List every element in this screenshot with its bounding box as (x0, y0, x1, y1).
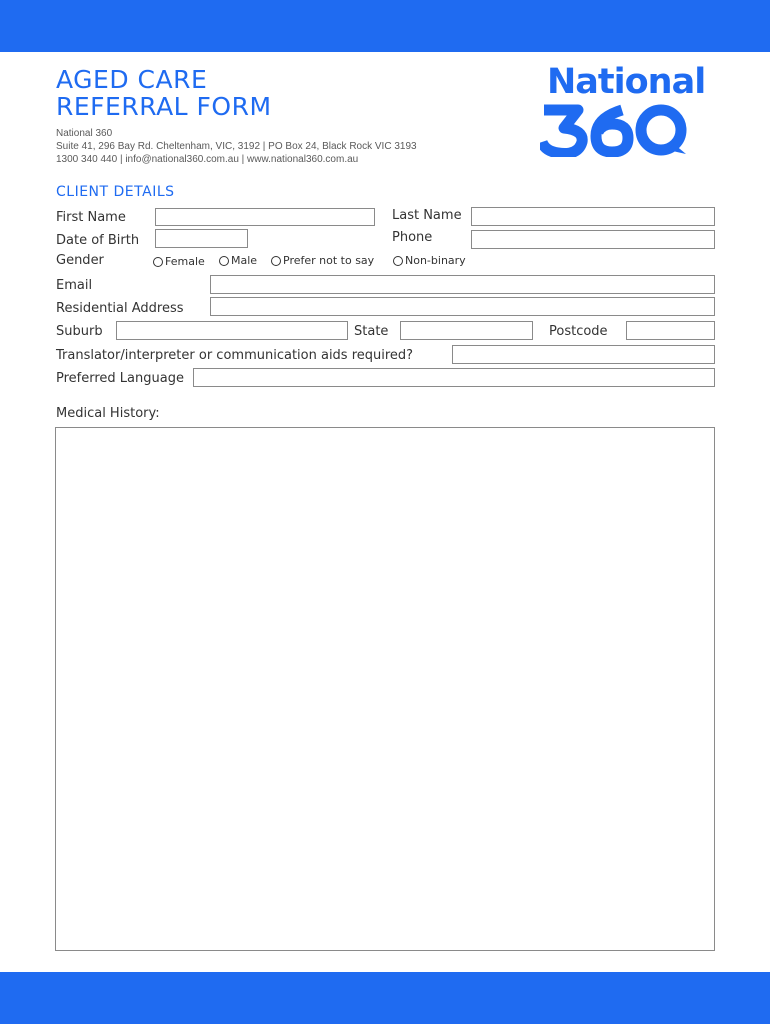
dob-field[interactable] (155, 229, 248, 248)
org-contact: 1300 340 440 | info@national360.com.au | www.national360.com.au (56, 154, 359, 165)
last-name-field[interactable] (471, 207, 715, 226)
form-title-line2: REFERRAL FORM (56, 92, 272, 121)
gender-option-nonbinary[interactable] (393, 254, 466, 267)
logo-360-mark (540, 62, 720, 157)
postcode-field[interactable] (626, 321, 715, 340)
address-label: Residential Address (56, 301, 184, 316)
org-name: National 360 (56, 128, 113, 139)
state-field[interactable] (400, 321, 533, 340)
top-banner (0, 0, 770, 52)
address-field[interactable] (210, 297, 715, 316)
section-title-client-details: CLIENT DETAILS (56, 184, 175, 200)
gender-option-prefer-not[interactable] (271, 254, 374, 267)
first-name-label: First Name (56, 210, 126, 225)
national360-logo (540, 62, 720, 157)
email-label: Email (56, 278, 93, 293)
last-name-label: Last Name (392, 208, 462, 223)
phone-label: Phone (392, 230, 433, 245)
language-label: Preferred Language (56, 371, 184, 386)
gender-option-label: Non-binary (405, 254, 466, 267)
radio-icon[interactable] (219, 256, 229, 266)
dob-label: Date of Birth (56, 233, 140, 248)
radio-icon[interactable] (153, 257, 163, 267)
medical-history-textarea[interactable] (55, 427, 715, 951)
gender-option-label: Male (231, 254, 258, 267)
gender-option-male[interactable] (219, 254, 257, 267)
first-name-field[interactable] (155, 208, 375, 226)
phone-field[interactable] (471, 230, 715, 249)
form-title-line1: AGED CARE (56, 65, 208, 94)
postcode-label: Postcode (549, 324, 608, 339)
bottom-banner (0, 972, 770, 1024)
translator-label: Translator/interpreter or communication aids required? (56, 348, 414, 363)
medical-history-label: Medical History: (56, 406, 160, 421)
org-address: Suite 41, 296 Bay Rd. Cheltenham, VIC, 3192 | PO Box 24, Black Rock VIC 3193 (56, 141, 417, 152)
suburb-field[interactable] (116, 321, 348, 340)
translator-field[interactable] (452, 345, 715, 364)
gender-option-label: Female (165, 255, 205, 268)
radio-icon[interactable] (271, 256, 281, 266)
logo-wordmark: National (547, 62, 706, 102)
gender-label: Gender (56, 253, 104, 268)
language-field[interactable] (193, 368, 715, 387)
gender-option-female[interactable] (153, 255, 205, 268)
radio-icon[interactable] (393, 256, 403, 266)
gender-option-label: Prefer not to say (283, 254, 375, 267)
state-label: State (354, 324, 389, 339)
email-field[interactable] (210, 275, 715, 294)
suburb-label: Suburb (56, 324, 103, 339)
